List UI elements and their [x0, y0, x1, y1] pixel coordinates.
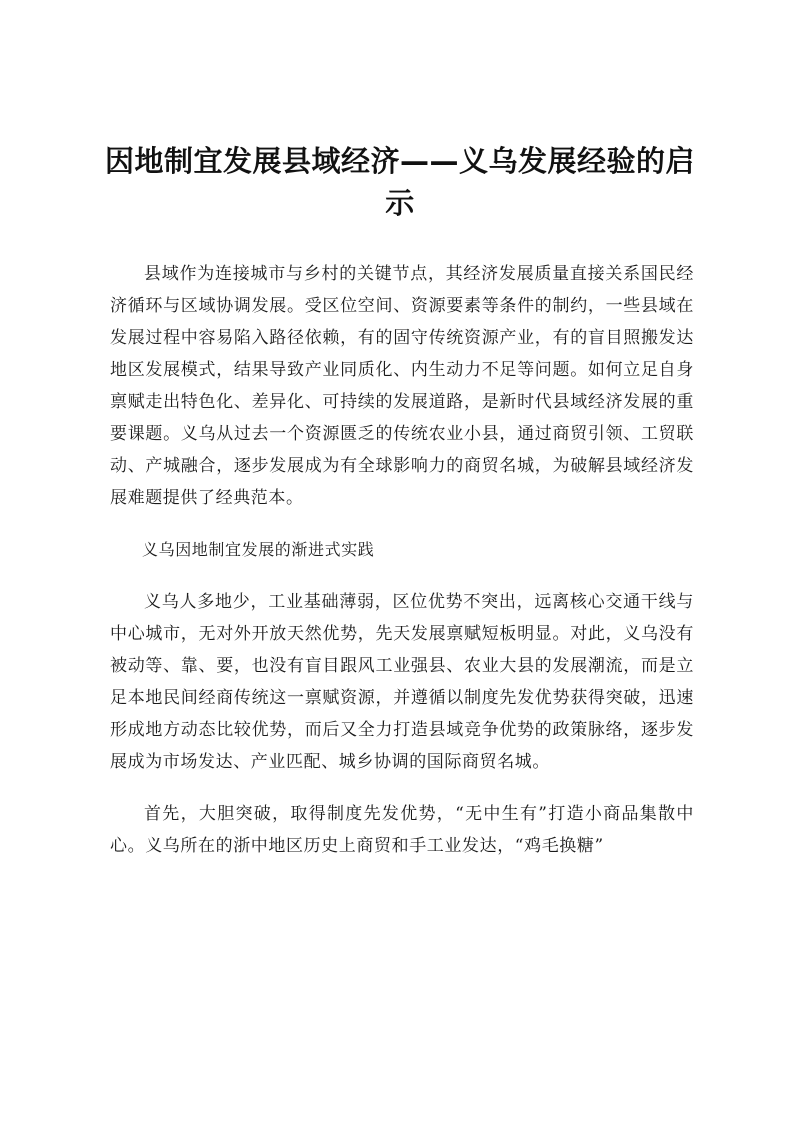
- paragraph-background: 义乌人多地少，工业基础薄弱，区位优势不突出，远离核心交通干线与中心城市，无对外开放天然优势，先天发展禀赋短板明显。对此，义乌没有被动等、靠、要，也没有盲目跟风工业强县、农业大县的发展潮流，而是立足本地民间经商传统这一禀赋资源，并遵循以制度先发优势获得突破，迅速形成地方动态比较优势，而后又全力打造县域竞争优势的政策脉络，逐步发展成为市场发达、产业匹配、城乡协调的国际商贸名城。: [110, 592, 694, 772]
- paragraph-intro: 县域作为连接城市与乡村的关键节点，其经济发展质量直接关系国民经济循环与区域协调发展。受区位空间、资源要素等条件的制约，一些县域在发展过程中容易陷入路径依赖，有的固守传统资源产业，有的盲目照搬发达地区发展模式，结果导致产业同质化、内生动力不足等问题。如何立足自身禀赋走出特色化、差异化、可持续的发展道路，是新时代县域经济发展的重要课题。义乌从过去一个资源匮乏的传统农业小县，通过商贸引领、工贸联动、产城融合，逐步发展成为有全球影响力的商贸名城，为破解县域经济发展难题提供了经典范本。: [110, 264, 694, 508]
- paragraph-first-point: 首先，大胆突破，取得制度先发优势，“无中生有”打造小商品集散中心。义乌所在的浙中地区历史上商贸和手工业发达，“鸡毛换糖”: [110, 804, 694, 856]
- document-title: 因地制宜发展县域经济——义乌发展经验的启示: [104, 144, 695, 220]
- section-heading: 义乌因地制宜发展的渐进式实践: [142, 540, 375, 559]
- document-body: [110, 258, 694, 862]
